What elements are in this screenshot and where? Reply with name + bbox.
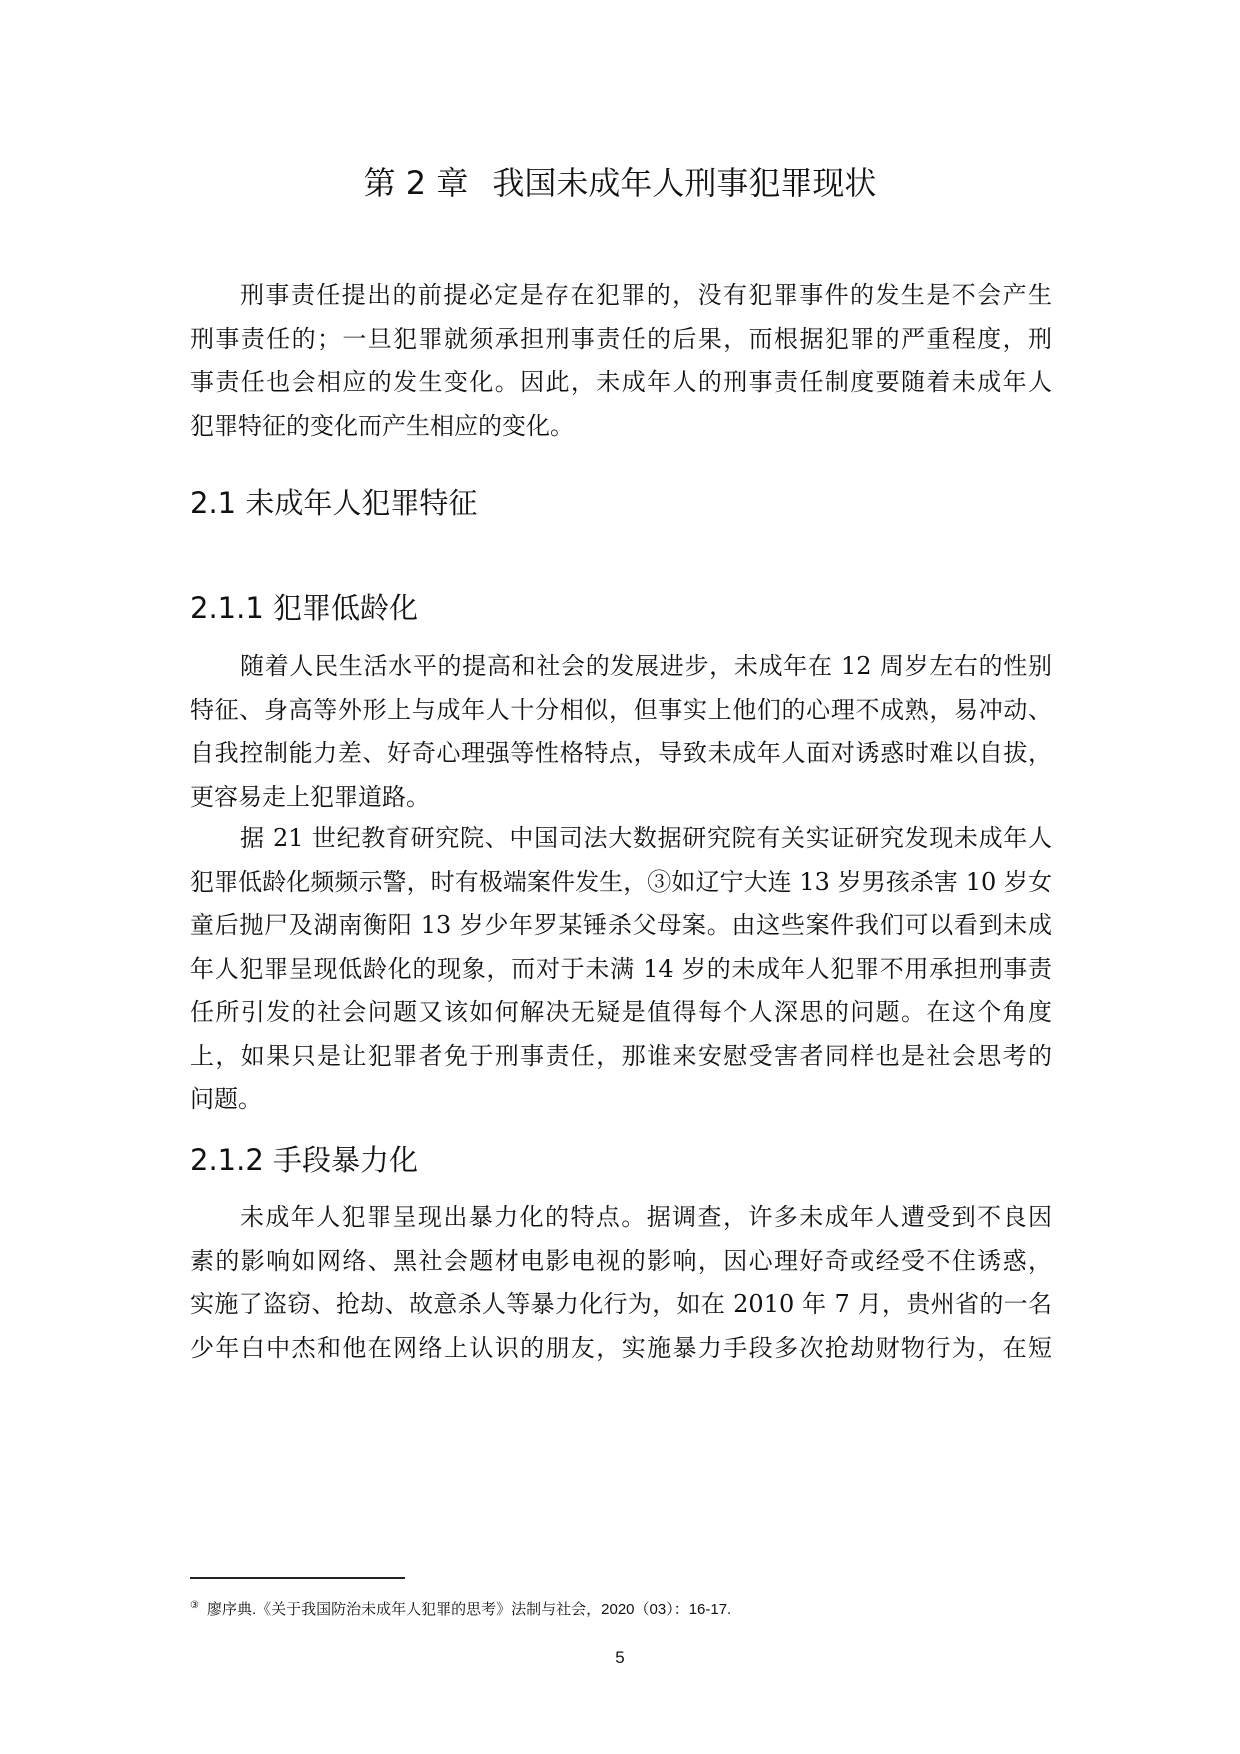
chapter-title-text: 我国未成年人刑事犯罪现状: [492, 164, 877, 202]
chapter-title: [0, 160, 1240, 206]
section-heading-2-1-1: 2.1.1 犯罪低龄化: [190, 591, 419, 625]
text-line: 未成年人犯罪呈现出暴力化的特点。据调查，许多未成年人遭受到不良因: [240, 1203, 1052, 1231]
paragraph-2-1-1-a: [190, 645, 1052, 819]
text-line: 素的影响如网络、黑社会题材电影电视的影响，因心理好奇或经受不住诱惑，: [190, 1246, 1052, 1275]
footnote-text: 廖序典.《关于我国防治未成年人犯罪的思考》法制与社会，2020（03）：16-17.: [206, 1601, 732, 1618]
footnote-marker: ③: [190, 1600, 199, 1611]
text-line: 更容易走上犯罪道路。: [190, 782, 430, 811]
footnote: [190, 1595, 731, 1621]
text-line: 特征、身高等外形上与成年人十分相似，但事实上他们的心理不成熟，易冲动、: [190, 695, 1052, 724]
chapter-number: 第 2 章: [363, 164, 469, 202]
text-line: 少年白中杰和他在网络上认识的朋友，实施暴力手段多次抢劫财物行为，在短: [190, 1333, 1052, 1362]
text-line: 刑事责任的；一旦犯罪就须承担刑事责任的后果，而根据犯罪的严重程度，刑: [190, 324, 1052, 353]
text-line: 犯罪特征的变化而产生相应的变化。: [190, 411, 574, 440]
text-line: 实施了盗窃、抢劫、故意杀人等暴力化行为，如在 2010 年 7 月，贵州省的一名: [190, 1290, 1052, 1318]
text-line: 问题。: [190, 1085, 262, 1113]
text-line: 童后抛尸及湖南衡阳 13 岁少年罗某锤杀父母案。由这些案件我们可以看到未成: [190, 911, 1052, 939]
page-number: 5: [615, 1648, 625, 1667]
text-line: 上，如果只是让犯罪者免于刑事责任，那谁来安慰受害者同样也是社会思考的: [190, 1041, 1052, 1070]
footnote-separator: [190, 1577, 405, 1579]
text-line: 随着人民生活水平的提高和社会的发展进步，未成年在 12 周岁左右的性别: [240, 652, 1052, 680]
text-line: 刑事责任提出的前提必定是存在犯罪的，没有犯罪事件的发生是不会产生: [240, 281, 1052, 309]
text-line: 据 21 世纪教育研究院、中国司法大数据研究院有关实证研究发现未成年人: [240, 824, 1052, 852]
text-line: 年人犯罪呈现低龄化的现象，而对于未满 14 岁的未成年人犯罪不用承担刑事责: [190, 954, 1052, 983]
text-line: 任所引发的社会问题又该如何解决无疑是值得每个人深思的问题。在这个角度: [190, 998, 1052, 1026]
paragraph-2-1-2-a: [190, 1196, 1052, 1370]
text-line: 犯罪低龄化频频示警，时有极端案件发生，③如辽宁大连 13 岁男孩杀害 10 岁女: [190, 867, 1052, 896]
text-line: 事责任也会相应的发生变化。因此，未成年人的刑事责任制度要随着未成年人: [190, 368, 1052, 396]
intro-paragraph: [190, 274, 1052, 448]
section-heading-2-1-2: 2.1.2 手段暴力化: [190, 1143, 419, 1177]
paragraph-2-1-1-b: [190, 817, 1052, 1122]
text-line: 自我控制能力差、好奇心理强等性格特点，导致未成年人面对诱惑时难以自拔，: [190, 739, 1052, 767]
section-heading-2-1: 2.1 未成年人犯罪特征: [190, 486, 478, 520]
